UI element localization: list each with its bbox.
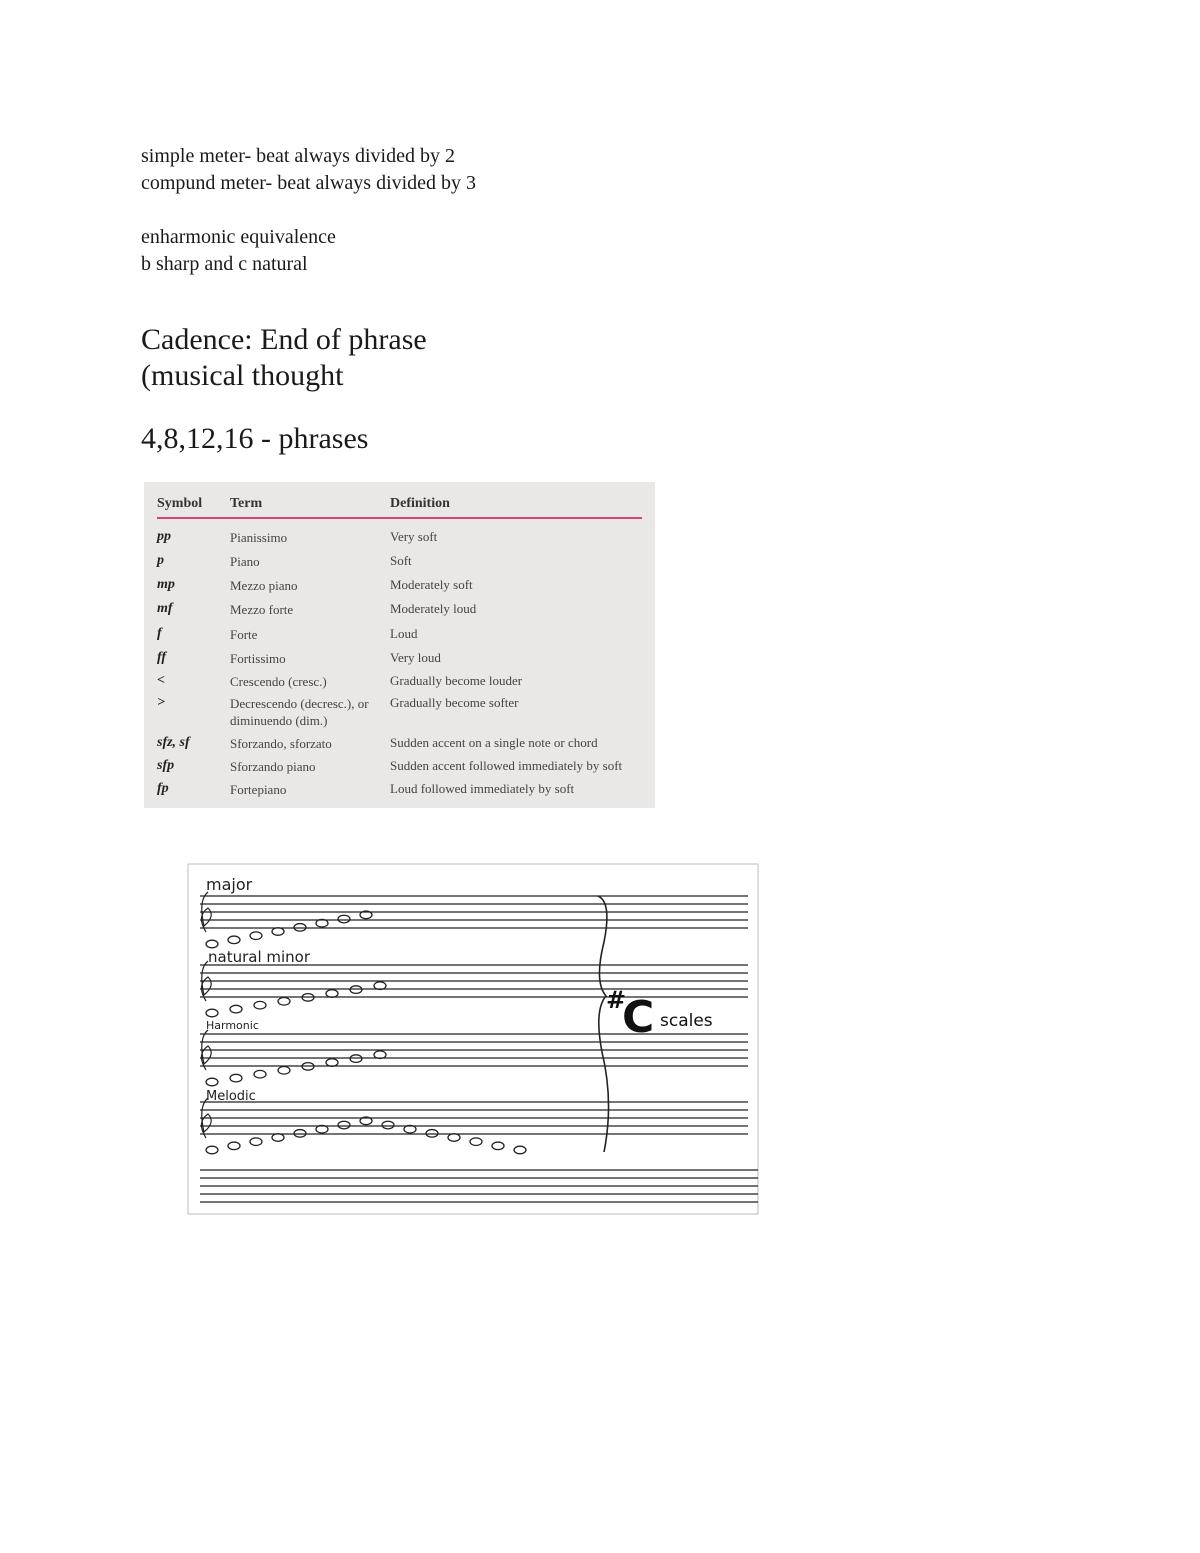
brace-note: C: [622, 992, 655, 1043]
brace-scales: scales: [660, 1011, 713, 1031]
row-term: Sforzando piano: [230, 759, 316, 774]
staff-label-major: major: [206, 875, 253, 894]
row-definition: Loud: [390, 626, 418, 641]
row-definition: Moderately soft: [390, 577, 473, 592]
row-definition: Loud followed immediately by soft: [390, 781, 575, 796]
row-definition: Gradually become louder: [390, 673, 523, 688]
row-symbol: ff: [157, 650, 167, 665]
staff-label-natural-minor: natural minor: [208, 948, 311, 966]
row-term: Mezzo piano: [230, 578, 298, 593]
row-symbol: >: [157, 695, 165, 710]
row-symbol: sfz, sf: [157, 735, 190, 750]
staff-label-melodic: Melodic: [206, 1089, 256, 1104]
row-term: Fortepiano: [230, 782, 287, 797]
row-term: Forte: [230, 627, 258, 642]
phrases-heading: 4,8,12,16 - phrases: [141, 422, 369, 455]
row-symbol: sfp: [157, 758, 175, 773]
row-symbol: pp: [157, 529, 171, 544]
row-symbol: p: [157, 553, 164, 568]
row-symbol: <: [157, 673, 165, 688]
row-term: Crescendo (cresc.): [230, 674, 327, 689]
brace-sharp: #: [606, 986, 627, 1014]
row-definition: Very soft: [390, 529, 438, 544]
header-symbol: Symbol: [157, 496, 203, 511]
row-definition: Sudden accent on a single note or chord: [390, 735, 598, 750]
row-definition: Very loud: [390, 650, 441, 665]
row-symbol: f: [157, 626, 162, 641]
header-term: Term: [230, 496, 263, 511]
row-term: Pianissimo: [230, 530, 288, 545]
row-symbol: mp: [157, 577, 175, 592]
row-term: Mezzo forte: [230, 602, 294, 617]
cadence-line-1: Cadence: End of phrase: [141, 323, 427, 356]
row-definition: Moderately loud: [390, 601, 477, 616]
enharmonic-line: enharmonic equivalence: [141, 226, 336, 248]
cadence-line-2: (musical thought: [141, 359, 344, 392]
staff-label-harmonic: Harmonic: [206, 1019, 259, 1032]
handwritten-scales-sheet: [186, 862, 760, 1222]
header-rule: [157, 517, 642, 519]
header-definition: Definition: [390, 496, 450, 511]
row-definition: Sudden accent followed immediately by soft: [390, 758, 623, 773]
compound-meter-line: compund meter- beat always divided by 3: [141, 172, 477, 194]
row-term: Fortissimo: [230, 651, 286, 666]
row-symbol: fp: [157, 781, 169, 796]
notes-block: [141, 143, 476, 278]
row-term: Decrescendo (decresc.), or diminuendo (dim.): [230, 696, 369, 728]
dynamics-table: [144, 482, 655, 808]
enharmonic-example-line: b sharp and c natural: [141, 253, 308, 275]
cadence-heading: [141, 322, 427, 394]
simple-meter-line: simple meter- beat always divided by 2: [141, 145, 455, 167]
row-definition: Gradually become softer: [390, 695, 519, 710]
row-term: Sforzando, sforzato: [230, 736, 332, 751]
row-term: Piano: [230, 554, 260, 569]
row-symbol: mf: [157, 601, 173, 616]
row-definition: Soft: [390, 553, 412, 568]
